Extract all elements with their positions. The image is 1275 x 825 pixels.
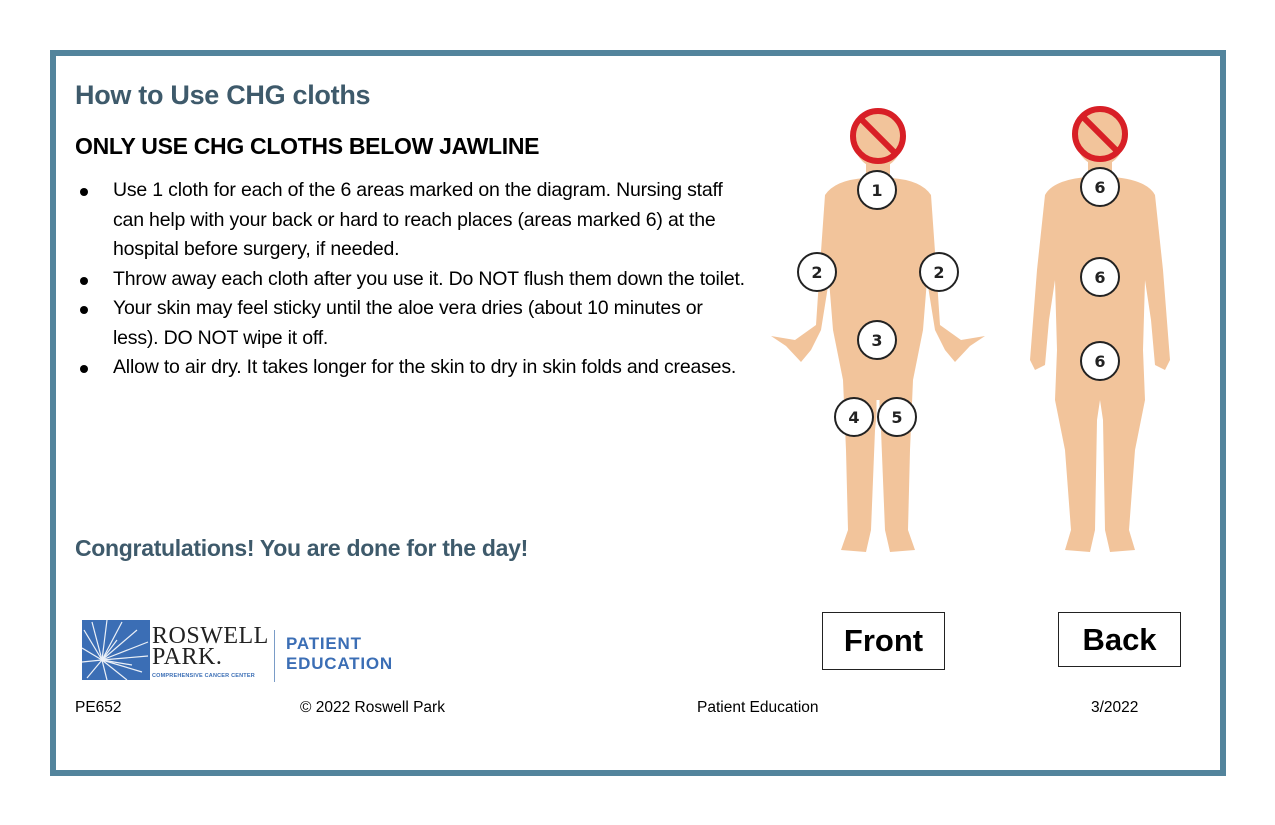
list-item bbox=[75, 265, 745, 295]
list-item-text: Allow to air dry. It takes longer for the skin to dry in skin folds and creases. bbox=[113, 356, 737, 378]
list-item-text: Your skin may feel sticky until the aloe vera dries (about 10 minutes or less). DO NOT wipe it off. bbox=[113, 297, 703, 349]
prohibited-icon bbox=[848, 106, 908, 166]
bullet-icon bbox=[80, 365, 88, 373]
page-title: How to Use CHG cloths bbox=[75, 80, 371, 110]
front-label: Front bbox=[822, 612, 945, 670]
front-body-diagram bbox=[765, 100, 995, 560]
logo-divider bbox=[274, 630, 275, 682]
bullet-icon bbox=[80, 188, 88, 196]
footer-code: PE652 bbox=[75, 699, 122, 716]
footer-copyright: © 2022 Roswell Park bbox=[300, 699, 445, 716]
bullet-icon bbox=[80, 277, 88, 285]
marker-3: 3 bbox=[857, 320, 897, 360]
marker-1: 1 bbox=[857, 170, 897, 210]
list-item-text: Use 1 cloth for each of the 6 areas marked on the diagram. Nursing staff can help with your back or hard to reach places (areas marked 6) at the hospital before surgery, if needed. bbox=[113, 179, 723, 260]
bullet-icon bbox=[80, 306, 88, 314]
footer-department: Patient Education bbox=[697, 699, 819, 716]
roswell-park-logo bbox=[82, 612, 392, 684]
footer-date: 3/2022 bbox=[1091, 699, 1139, 716]
list-item bbox=[75, 294, 745, 353]
marker-2-left-arm: 2 bbox=[919, 252, 959, 292]
logo-line-2: PARK. bbox=[152, 644, 223, 670]
logo-wordmark bbox=[152, 623, 269, 670]
pe-line-2: EDUCATION bbox=[286, 654, 393, 673]
marker-6-mid-back: 6 bbox=[1080, 257, 1120, 297]
prohibited-icon bbox=[1070, 104, 1130, 164]
list-item bbox=[75, 353, 745, 383]
marker-6-lower-back: 6 bbox=[1080, 341, 1120, 381]
logo-line-1: ROSWELL bbox=[152, 623, 269, 649]
closing-message: Congratulations! You are done for the day! bbox=[75, 535, 528, 561]
pe-line-1: PATIENT bbox=[286, 634, 362, 653]
marker-6-upper-back: 6 bbox=[1080, 167, 1120, 207]
marker-4: 4 bbox=[834, 397, 874, 437]
instruction-list bbox=[75, 176, 745, 383]
logo-tagline: COMPREHENSIVE CANCER CENTER bbox=[152, 673, 255, 679]
marker-5: 5 bbox=[877, 397, 917, 437]
list-item-text: Throw away each cloth after you use it. Do NOT flush them down the toilet. bbox=[113, 267, 745, 290]
list-item bbox=[75, 176, 745, 265]
back-label: Back bbox=[1058, 612, 1181, 667]
back-body-diagram bbox=[1005, 100, 1195, 560]
warning-subtitle: ONLY USE CHG CLOTHS BELOW JAWLINE bbox=[75, 133, 540, 159]
marker-2-right-arm: 2 bbox=[797, 252, 837, 292]
starburst-icon bbox=[82, 620, 150, 680]
patient-education-mark bbox=[286, 634, 393, 674]
